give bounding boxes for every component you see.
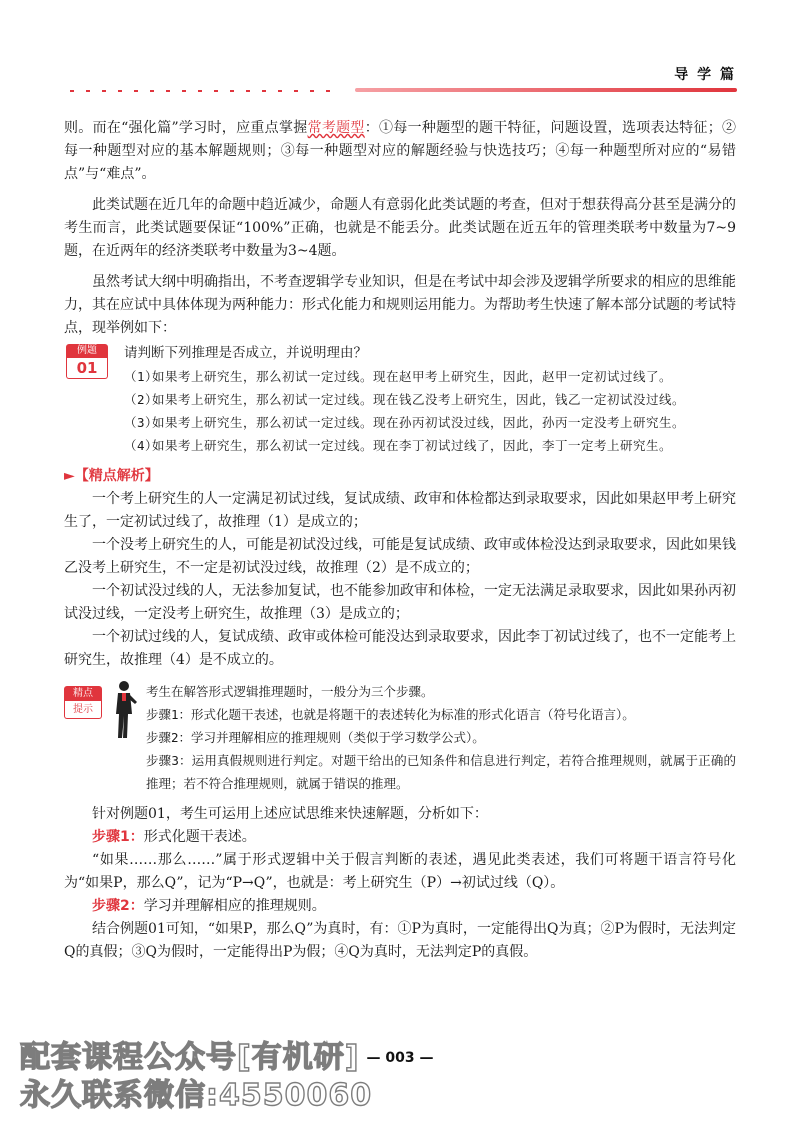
- analysis-paragraph: 一个没考上研究生的人，可能是初试没过线，可能是复试成绩、政审或体检没达到录取要求，因此如果钱乙没考上研究生，不一定是初试没过线，故推理（2）是不成立的；: [64, 537, 736, 576]
- example-item-text: 如果考上研究生，那么初试一定过线。现在赵甲考上研究生，因此，赵甲一定初试过线了。: [152, 369, 673, 384]
- analysis-paragraph: 一个初试过线的人，复试成绩、政审或体检可能没达到录取要求，因此李丁初试过线了，也不一定能考上研究生，故推理（4）是不成立的。: [64, 629, 736, 668]
- example-badge-number: 01: [66, 358, 108, 379]
- highlight-term: 常考题型: [307, 120, 365, 136]
- paragraph-intro-post: ：①每一种题型的题干特征，问题设置，选项表达特征；②每一种题型对应的基本解题规则；③每一种题型对应的解题经验与快选技巧；④每一种题型所对应的“易错点”与“难点”。: [64, 120, 737, 182]
- example-item-text: 如果考上研究生，那么初试一定过线。现在李丁初试过线了，因此，李丁一定考上研究生。: [152, 438, 673, 453]
- step2-body: 结合例题01可知，“如果P，那么Q”为真时，有：①P为真时，一定能得出Q为真；②P为假时，无法判定Q的真假；③Q为假时，一定能得出P为假；④Q为真时，无法判定P的真假。: [64, 921, 736, 960]
- paragraph-abilities: 虽然考试大纲中明确指出，不考查逻辑学专业知识，但是在考试中却会涉及逻辑学所要求的相应的思维能力，其在应试中具体体现为两种能力：形式化能力和规则运用能力。为帮助考生快速了解本部分试题的考试特点，现举例如下：: [64, 274, 736, 336]
- solution-intro: 针对例题01，考生可运用上述应试思维来快速解题，分析如下：: [92, 806, 488, 822]
- page-content: [64, 117, 736, 964]
- step1-heading: [64, 826, 736, 849]
- header-dots-decoration: [70, 90, 350, 93]
- watermark-line-1: 配套课程公众号[有机研]: [20, 1040, 360, 1075]
- step2-heading: [64, 895, 736, 918]
- paragraph-trend: 此类试题在近几年的命题中趋近减少，命题人有意弱化此类试题的考查，但对于想获得高分甚至是满分的考生而言，此类试题要保证“100%”正确，也就是不能丢分。此类试题在近五年的管理类联考中数量为7~9题，在近两年的经济类联考中数量为3~4题。: [64, 197, 736, 259]
- paragraph-intro: [64, 117, 736, 186]
- tips-badge-bottom: 提示: [64, 701, 102, 719]
- step1-label: 步骤1：: [92, 829, 144, 845]
- analysis-heading: ►【精点解析】: [64, 468, 159, 484]
- example-item-number: （2）: [124, 392, 159, 407]
- example-question: 请判断下列推理是否成立，并说明理由？: [124, 345, 367, 361]
- example-item: [124, 434, 736, 457]
- tips-line: 考生在解答形式逻辑推理题时，一般分为三个步骤。: [146, 684, 434, 699]
- example-item-number: （1）: [124, 369, 159, 384]
- example-item-text: 如果考上研究生，那么初试一定过线。现在孙丙初试没过线，因此，孙丙一定没考上研究生。: [152, 415, 686, 430]
- example-item: [124, 365, 736, 388]
- page-header-title: 导 学 篇: [674, 67, 736, 83]
- tips-badge: [64, 686, 102, 726]
- tips-line: 步骤2：学习并理解相应的推理规则（类似于学习数学公式）。: [146, 730, 485, 745]
- example-badge: [66, 344, 108, 382]
- watermark-line-2: 永久联系微信:4550060: [20, 1078, 373, 1113]
- header-rule: [355, 88, 737, 92]
- tips-line: 步骤3：运用真假规则进行判定。对题干给出的已知条件和信息进行判定，若符合推理规则，就属于正确的推理；若不符合推理规则，就属于错误的推理。: [146, 753, 736, 791]
- example-block: [64, 342, 736, 457]
- analysis-paragraph: 一个初试没过线的人，无法参加复试，也不能参加政审和体检，一定无法满足录取要求，因此如果孙丙初试没过线，一定没考上研究生，故推理（3）是成立的；: [64, 583, 736, 622]
- example-item-text: 如果考上研究生，那么初试一定过线。现在钱乙没考上研究生，因此，钱乙一定初试没过线。: [152, 392, 686, 407]
- paragraph-intro-pre: 则。而在“强化篇”学习时，应重点掌握: [64, 120, 308, 136]
- presenter-figure-icon: [110, 680, 138, 740]
- analysis-paragraph: 一个考上研究生的人一定满足初试过线，复试成绩、政审和体检都达到录取要求，因此如果赵甲考上研究生了，一定初试过线了，故推理（1）是成立的；: [64, 491, 736, 530]
- page-number: — 003 —: [366, 1050, 434, 1066]
- example-badge-label: 例题: [66, 344, 108, 358]
- example-item: [124, 411, 736, 434]
- step1-text: 形式化题干表述。: [143, 829, 256, 845]
- tips-badge-top: 精点: [64, 686, 102, 701]
- step2-text: 学习并理解相应的推理规则。: [143, 898, 326, 914]
- step2-label: 步骤2：: [92, 898, 144, 914]
- tips-line: 步骤1：形式化题干表述，也就是将题干的表述转化为标准的形式化语言（符号化语言）。: [146, 707, 635, 722]
- tips-block: [64, 680, 736, 795]
- step1-body: “如果……那么……”属于形式逻辑中关于假言判断的表述，遇见此类表述，我们可将题干语言符号化为“如果P，那么Q”，记为“P→Q”，也就是：考上研究生（P）→初试过线（Q）。: [64, 852, 736, 891]
- example-item-number: （4）: [124, 438, 159, 453]
- example-item-number: （3）: [124, 415, 159, 430]
- example-item: [124, 388, 736, 411]
